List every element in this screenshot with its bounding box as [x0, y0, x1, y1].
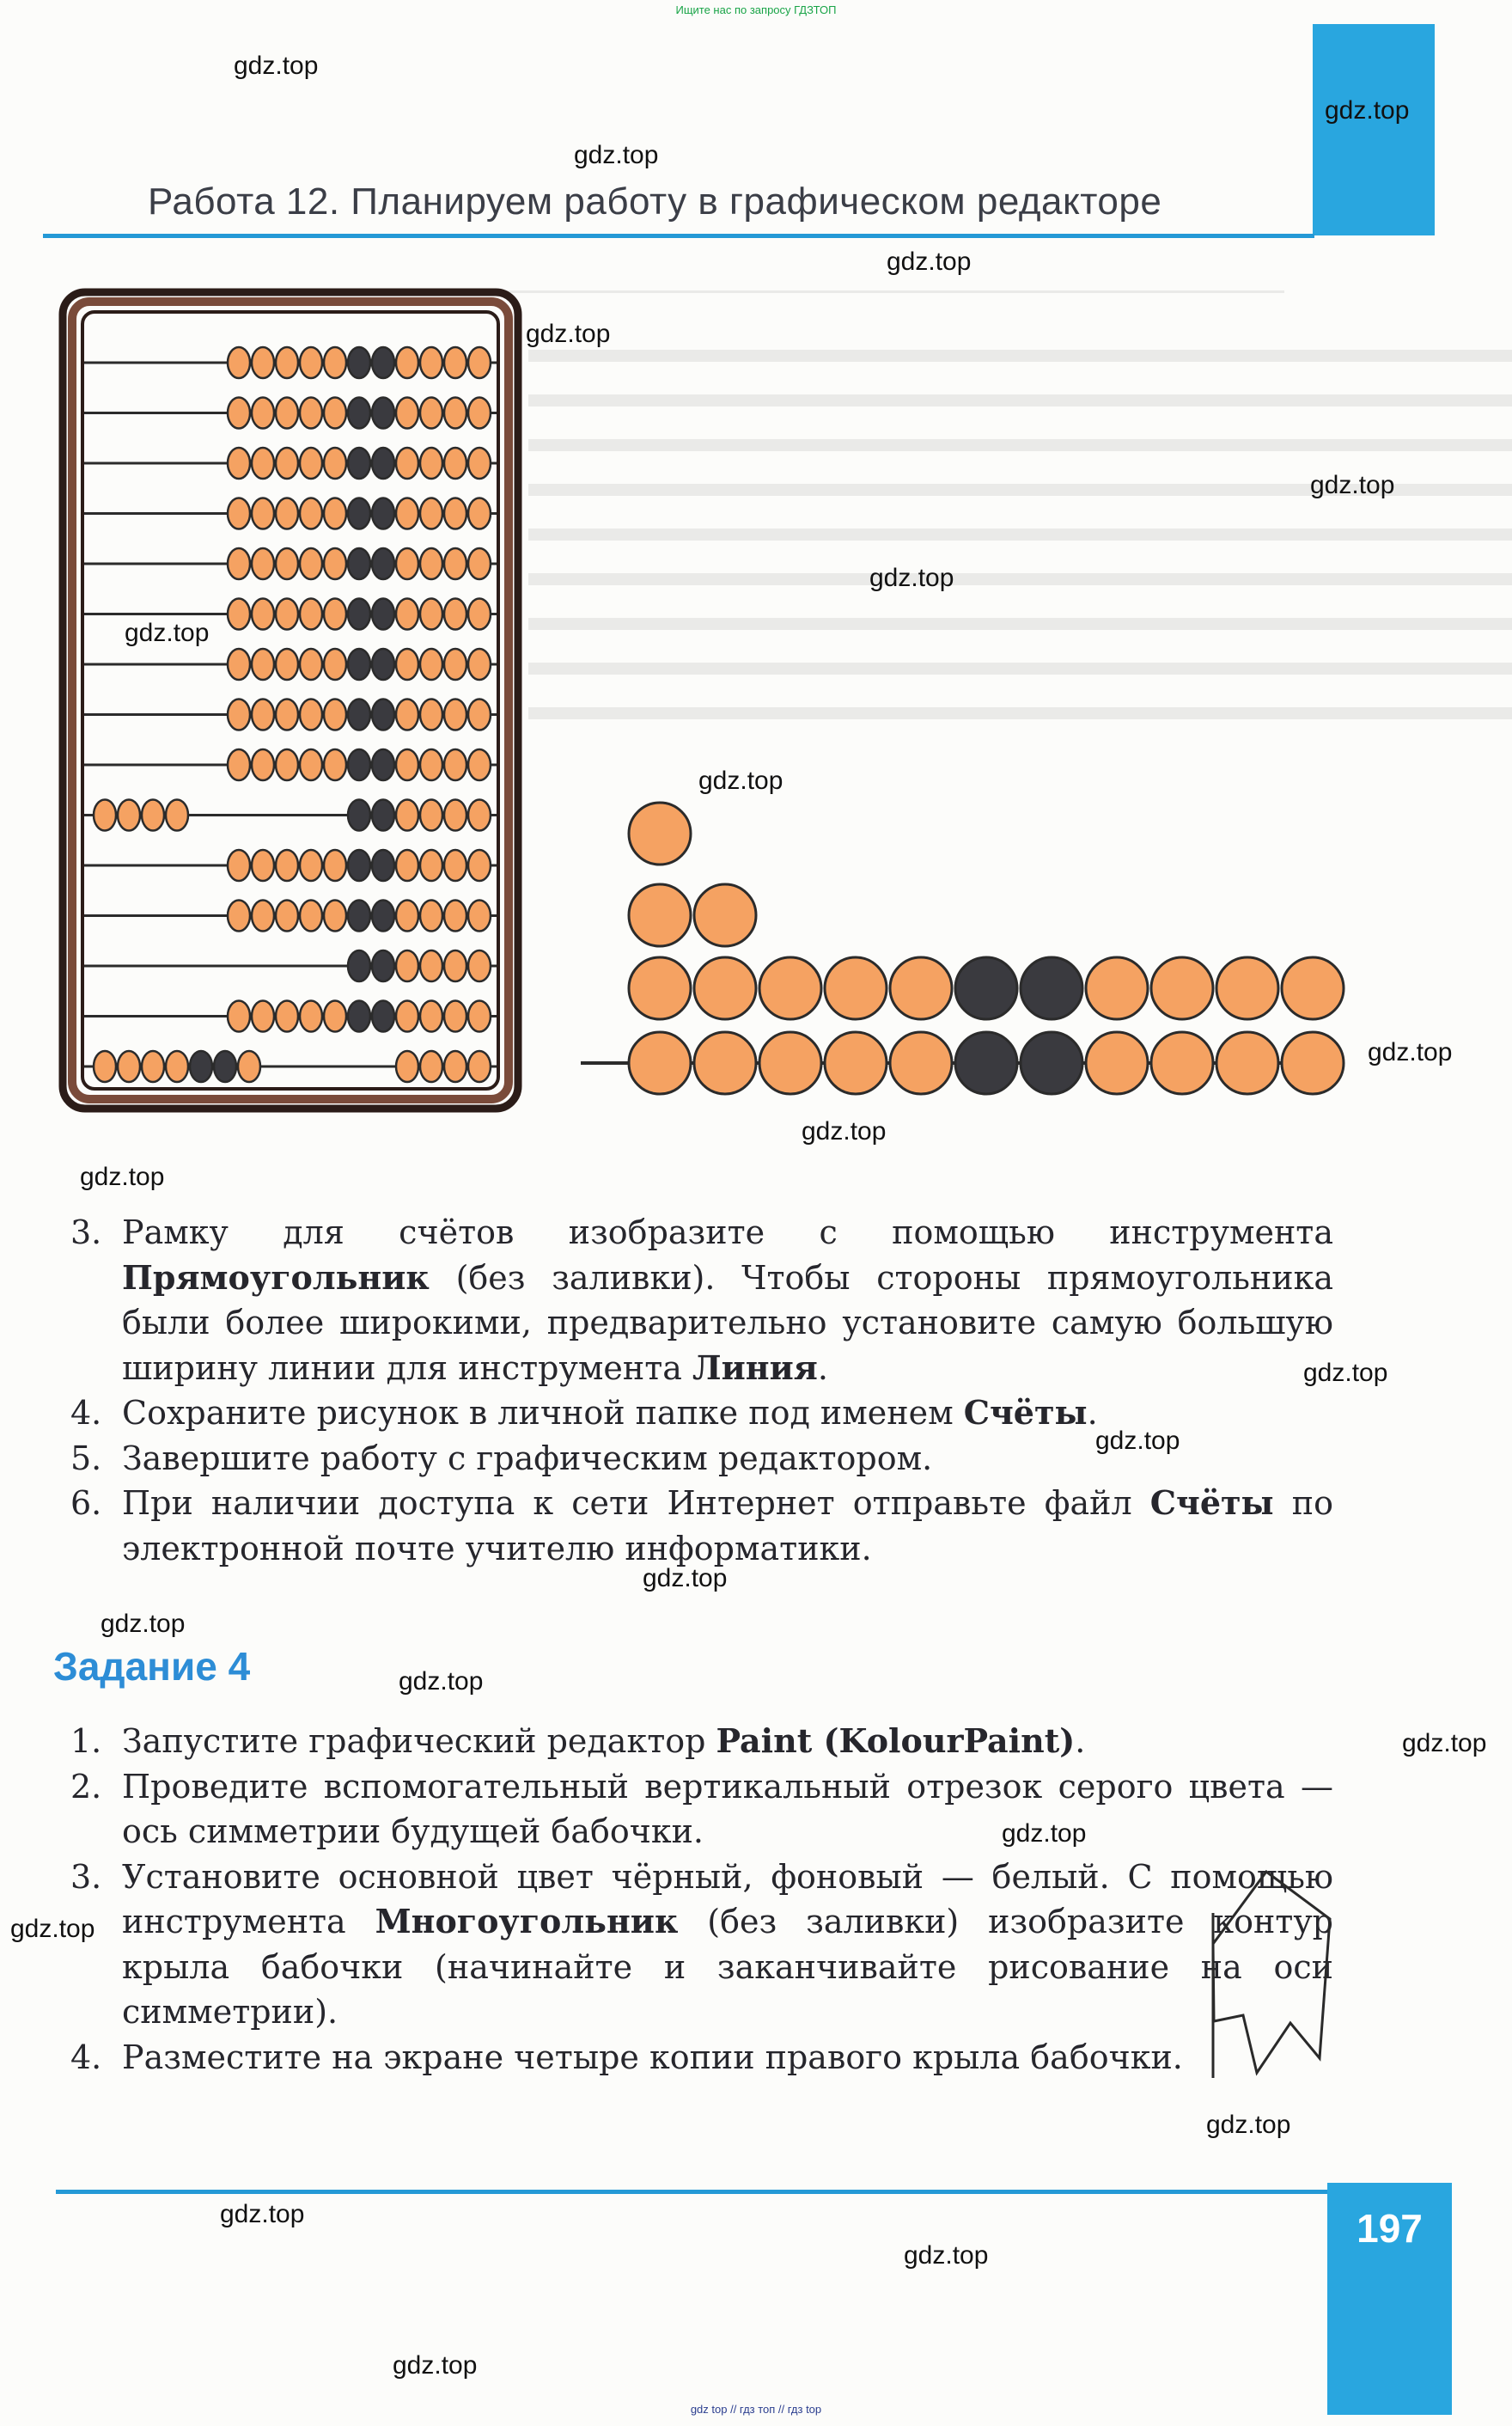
footer-rule [56, 2190, 1327, 2194]
step-text: Запустите графический редактор [122, 1722, 716, 1760]
step-text: . [817, 1348, 828, 1387]
step-number: 1. [70, 1722, 102, 1760]
step-number: 3. [70, 1857, 102, 1896]
watermark: gdz.top [234, 52, 319, 80]
watermark: gdz.top [643, 1564, 728, 1592]
step-text: Завершите работу с графическим редактором. [122, 1439, 933, 1477]
step-number: 6. [70, 1484, 102, 1522]
step-text: Рамку для счётов изобразите с помощью инструмента [122, 1213, 1333, 1251]
watermark: gdz.top [1095, 1427, 1180, 1455]
watermark: gdz.top [1402, 1729, 1487, 1757]
top-search-note: Ищите нас по запросу ГДЗТОП [675, 3, 837, 16]
step-text: Сохраните рисунок в личной папке под именем [122, 1394, 964, 1432]
page-title: Работа 12. Планируем работу в графическом редакторе [148, 180, 1162, 223]
step-text: . [1087, 1394, 1098, 1432]
page-number: 197 [1357, 2206, 1423, 2251]
watermark: gdz.top [101, 1610, 186, 1638]
watermark: gdz.top [1368, 1038, 1453, 1066]
step-number: 5. [70, 1439, 102, 1477]
step-term: Paint (KolourPaint) [716, 1721, 1076, 1760]
wing-outline [1213, 1872, 1330, 2073]
step-text: по электронной почте учителю информатики. [122, 1484, 1333, 1567]
watermark: gdz.top [80, 1163, 165, 1191]
step-text: (без заливки). Чтобы стороны прямоугольника были более широкими, предварительно установите самую большую ширину линии для инструмента [122, 1258, 1333, 1387]
step-text: Установите основной цвет чёрный, фоновый — белый. С помощью инструмента [122, 1857, 1333, 1940]
step-text: (без заливки) изобразите контур крыла бабочки (начинайте и заканчивайте рисование на оси симметрии). [122, 1903, 1333, 2031]
step-number: 4. [70, 1394, 102, 1432]
step-text: Проведите вспомогательный вертикальный отрезок серого цвета — ось симметрии будущей бабочки. [122, 1767, 1333, 1850]
step-text: Разместите на экране четыре копии правого крыла бабочки. [122, 2038, 1183, 2076]
watermark: gdz.top [1206, 2111, 1291, 2139]
step-term: Счёты [1149, 1483, 1274, 1522]
task-heading: Задание 4 [53, 1644, 251, 1689]
step-term: Прямоугольник [122, 1257, 430, 1297]
watermark: gdz.top [1310, 471, 1395, 499]
step-text: . [1075, 1722, 1086, 1760]
watermark: gdz.top [526, 320, 611, 348]
step-number: 3. [70, 1213, 102, 1251]
step-text: При наличии доступа к сети Интернет отправьте файл [122, 1484, 1150, 1522]
watermark: gdz.top [393, 2351, 478, 2380]
watermark: gdz.top [1325, 96, 1410, 125]
watermark: gdz.top [904, 2241, 989, 2270]
step-term: Многоугольник [375, 1902, 679, 1940]
watermark: gdz.top [869, 564, 954, 592]
step-number: 2. [70, 1767, 102, 1806]
step-number: 4. [70, 2038, 102, 2076]
watermark: gdz.top [887, 247, 972, 276]
watermark: gdz.top [125, 619, 210, 647]
watermark: gdz.top [10, 1915, 95, 1943]
watermark: gdz.top [574, 141, 659, 169]
step-term: Счёты [963, 1393, 1088, 1432]
watermark: gdz.top [802, 1117, 887, 1146]
watermark: gdz.top [220, 2200, 305, 2228]
watermark: gdz.top [1002, 1819, 1087, 1848]
watermark: gdz.top [399, 1667, 484, 1696]
step-term: Линия [692, 1347, 818, 1387]
bottom-note: gdz top // гдз топ // гдз top [690, 2403, 822, 2416]
watermark: gdz.top [1303, 1359, 1388, 1387]
watermark: gdz.top [698, 767, 783, 795]
